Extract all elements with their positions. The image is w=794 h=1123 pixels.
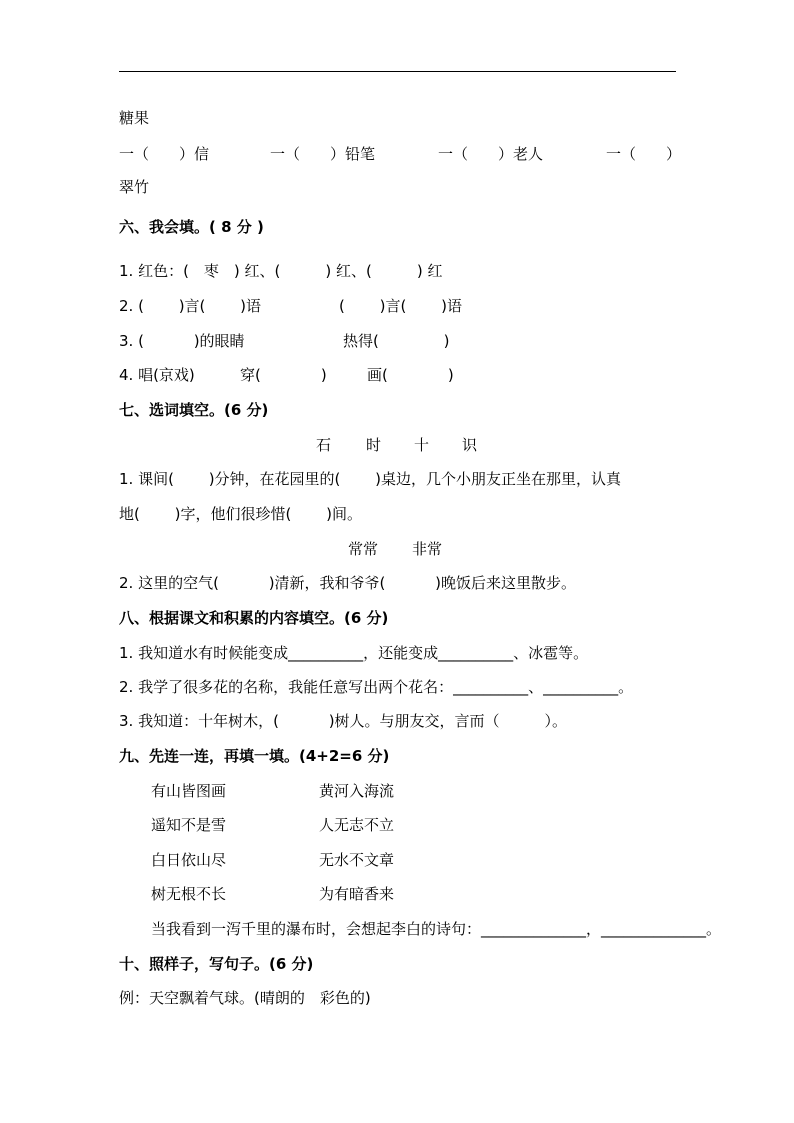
s7-q2: 2. 这里的空气( )清新，我和爷爷( )晚饭后来这里散步。 <box>119 574 577 592</box>
s6-q4c: 画( ) <box>367 366 454 384</box>
poem-line-left: 有山皆图画 <box>151 782 227 800</box>
section-6-heading: 六、我会填。( 8 分 ) <box>119 218 264 236</box>
cont-item-c: 一（ ）老人 <box>438 145 544 163</box>
s6-q2b: ( )言( )语 <box>339 297 462 315</box>
s7-q1b: 地( )字，他们很珍惜( )间。 <box>119 505 362 523</box>
cont-item-a: 一（ ）信 <box>119 145 210 163</box>
poem-line-right: 无水不文章 <box>319 851 395 869</box>
section-10-heading: 十、照样子，写句子。(6 分) <box>119 955 314 973</box>
poem-line-right: 为有暗香来 <box>319 885 395 903</box>
section-7-heading: 七、选词填空。(6 分) <box>119 401 269 419</box>
poem-line-right: 黄河入海流 <box>319 782 395 800</box>
word-option: 石 <box>316 436 332 454</box>
s7-q1a: 1. 课间( )分钟，在花园里的( )桌边，几个小朋友正坐在那里，认真 <box>119 470 622 488</box>
word-option: 识 <box>462 436 478 454</box>
cont-line3: 翠竹 <box>119 178 150 196</box>
section-9-heading: 九、先连一连，再填一填。(4+2=6 分) <box>119 747 390 765</box>
poem-line-left: 遥知不是雪 <box>151 816 227 834</box>
s8-q2: 2. 我学了很多花的名称，我能任意写出两个花名：__________、__________。 <box>119 678 634 696</box>
s9-fill: 当我看到一泻千里的瀑布时，会想起李白的诗句：______________，______________。 <box>151 920 722 938</box>
poem-line-left: 树无根不长 <box>151 885 227 903</box>
s6-q3a: 3. ( )的眼睛 <box>119 332 245 350</box>
s6-q4b: 穿( ) <box>240 366 327 384</box>
s10-example: 例：天空飘着气球。(晴朗的 彩色的) <box>119 989 371 1007</box>
cont-item-b: 一（ ）铅笔 <box>270 145 376 163</box>
s8-q3: 3. 我知道：十年树木，( )树人。与朋友交，言而（ ）。 <box>119 712 568 730</box>
word-option: 时 <box>366 436 382 454</box>
s6-q1: 1. 红色：( 枣 ) 红、( ) 红、( ) 红 <box>119 262 443 280</box>
poem-line-right: 人无志不立 <box>319 816 395 834</box>
section-8-heading: 八、根据课文和积累的内容填空。(6 分) <box>119 609 389 627</box>
s6-q2a: 2. ( )言( )语 <box>119 297 262 315</box>
word-option: 非常 <box>412 540 443 558</box>
header-rule <box>119 71 676 72</box>
s6-q3b: 热得( ) <box>343 332 450 350</box>
poem-line-left: 白日依山尽 <box>151 851 227 869</box>
word-option: 十 <box>414 436 430 454</box>
cont-item-d: 一（ ） <box>606 145 682 163</box>
s6-q4a: 4. 唱(京戏) <box>119 366 195 384</box>
word-option: 常常 <box>348 540 379 558</box>
cont-line1: 糖果 <box>119 109 150 127</box>
s8-q1: 1. 我知道水有时候能变成__________，还能变成__________、冰雹等。 <box>119 644 589 662</box>
